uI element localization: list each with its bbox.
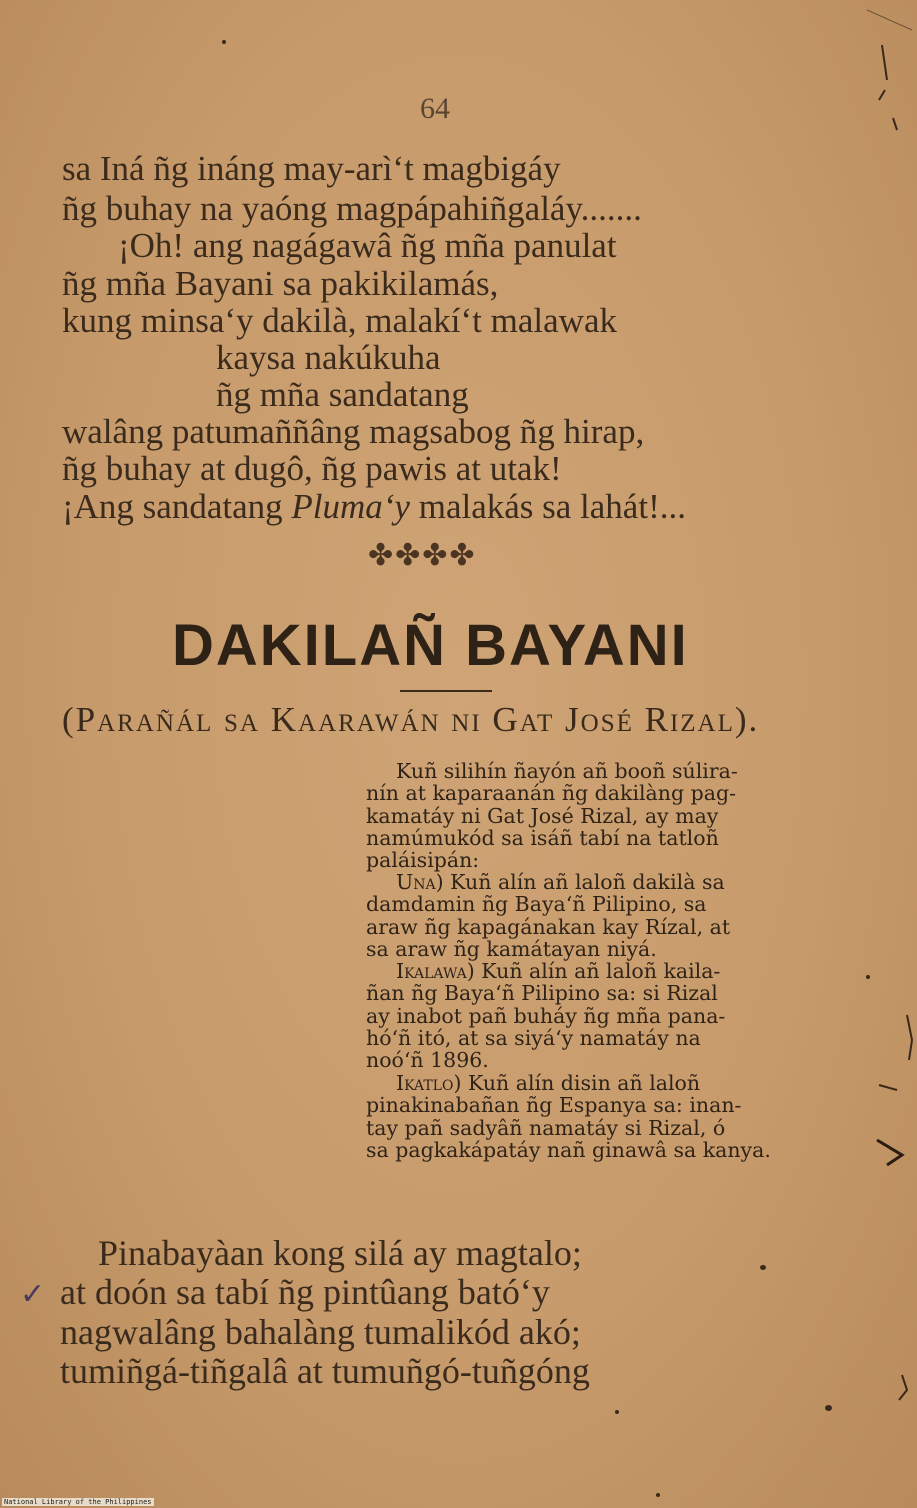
article-subtitle: (Parañál sa Kaarawán ni Gat José Rizal).: [62, 700, 760, 739]
prose-ikatlo: [366, 1072, 836, 1161]
library-footer: National Library of the Philippines: [4, 1498, 152, 1506]
ikatlo-label: Ikatlo): [396, 1071, 462, 1095]
poem-line: ñg mña sandatang: [216, 375, 469, 414]
poem-line: sa Iná ñg ináng may-arì‘t magbigáy: [62, 149, 561, 188]
prose-line: kamatáy ni Gat José Rizal, ay may: [366, 803, 719, 828]
poem-line-suffix: malakás sa lahát!...: [409, 487, 686, 526]
poem-line: walâng patumaññâng magsabog ñg hirap,: [62, 412, 645, 451]
prose-line: tay pañ sadyâñ namatáy si Rizal, ó: [366, 1115, 726, 1140]
poem-line-prefix: ¡Ang sandatang: [62, 487, 292, 526]
prose-line: Ikalawa) Kuñ alín añ laloñ kaila-: [396, 959, 721, 983]
article-title: DAKILAÑ BAYANI: [172, 613, 689, 678]
poem-line-last: [62, 488, 686, 526]
checkmark-icon: ✓: [20, 1277, 46, 1312]
prose-line: sa araw ñg kamátayan niyá.: [366, 936, 657, 961]
verse-line: at doón sa tabí ñg pintûang bató‘y: [60, 1272, 550, 1312]
paper-speck: [615, 1410, 619, 1414]
una-label: Una): [396, 870, 444, 894]
prose-line: Ikatlo) Kuñ alín disin añ laloñ: [396, 1071, 701, 1095]
paper-speck: [760, 1265, 766, 1270]
prose-ikalawa: [366, 960, 836, 1071]
poem-line: ñg buhay na yaóng magpápahiñgaláy.......: [62, 189, 642, 228]
paper-speck: [825, 1405, 832, 1411]
prose-line: araw ñg kapagánakan kay Rízal, at: [366, 914, 731, 939]
verse-line: Pinabayàan kong silá ay magtalo;: [98, 1233, 582, 1273]
verse-line: nagwalâng bahalàng tumalikód akó;: [60, 1312, 581, 1352]
poem-line: ñg buhay at dugô, ñg pawis at utak!: [62, 449, 562, 488]
prose-line: paláisipán:: [366, 848, 480, 873]
poem-line: kung minsa‘y dakilà, malakí‘t malawak: [62, 301, 617, 340]
floral-ornament: ✤✤✤✤: [368, 538, 477, 573]
prose-line: Una) Kuñ alín añ laloñ dakilà sa: [396, 870, 725, 894]
page-number: 64: [420, 92, 450, 125]
prose-line: damdamin ñg Baya‘ñ Pilipino, sa: [366, 892, 707, 917]
prose-line: hó‘ñ itó, at sa siyá‘y namatáy na: [366, 1025, 701, 1050]
prose-line: pinakinabañan ñg Espanya sa: inan-: [366, 1093, 742, 1118]
prose-line: noó‘ñ 1896.: [366, 1048, 489, 1073]
prose-line: Kuñ silihín ñayón añ booñ súlira-: [396, 759, 738, 783]
page-edge-marks: [857, 0, 917, 1508]
prose-una: [366, 871, 836, 960]
prose-line: namúmukód sa isáñ tabí na tatloñ: [366, 825, 719, 850]
poem-line: ñg mña Bayani sa pakikilamás,: [62, 264, 499, 303]
verse-line: tumiñgá-tiñgalâ at tumuñgó-tuñgóng: [60, 1351, 590, 1391]
poem-italic-word: Pluma‘y: [291, 487, 410, 526]
prose-line: sa pagkakápatáy nañ ginawâ sa kanya.: [366, 1137, 771, 1162]
paper-speck: [656, 1493, 660, 1497]
paper-speck: [222, 40, 226, 44]
ikalawa-label: Ikalawa): [396, 959, 475, 983]
title-divider: [400, 690, 492, 692]
poem-line: kaysa nakúkuha: [216, 338, 441, 377]
prose-line: nín at kaparaanán ñg dakilàng pag-: [366, 781, 737, 806]
prose-line: ay inabot pañ buháy ñg mña pana-: [366, 1003, 726, 1028]
prose-line: ñan ñg Baya‘ñ Pilipino sa: si Rizal: [366, 981, 718, 1006]
poem-line: ¡Oh! ang nagágawâ ñg mña panulat: [118, 226, 617, 265]
prose-intro: [366, 760, 836, 871]
